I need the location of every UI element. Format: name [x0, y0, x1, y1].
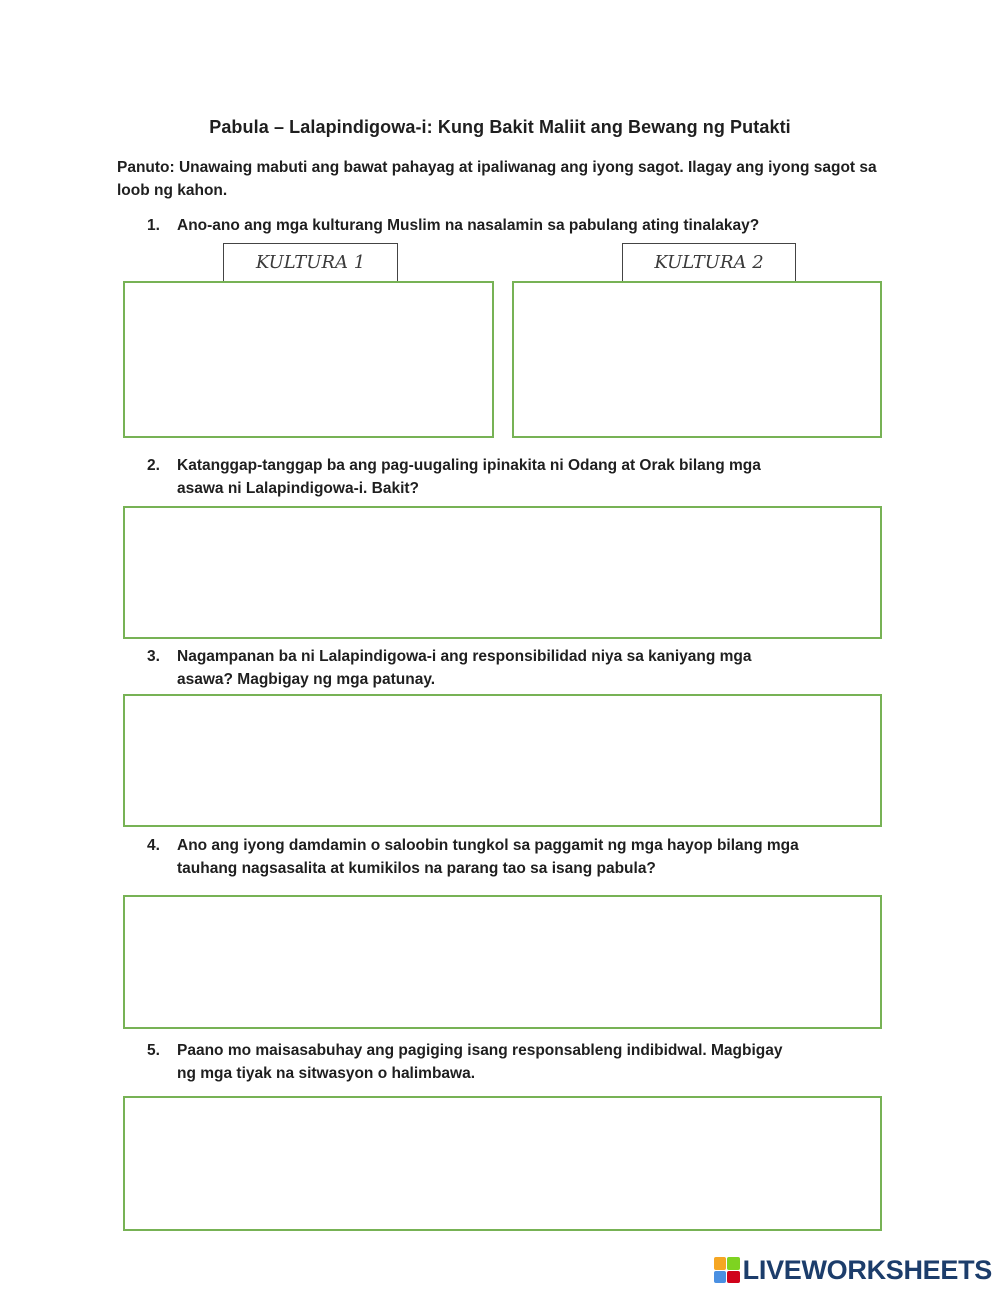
- question-4-line-2: tauhang nagsasalita at kumikilos na parang tao sa isang pabula?: [177, 860, 656, 877]
- logo-tile-v: [714, 1271, 727, 1284]
- kultura-1-label: KULTURA 1: [223, 243, 398, 282]
- question-5-line-2: ng mga tiyak na sitwasyon o halimbawa.: [177, 1065, 476, 1082]
- question-3-line-2: asawa? Magbigay ng mga patunay.: [177, 671, 436, 688]
- answer-box-kultura-2[interactable]: [512, 281, 882, 438]
- kultura-2-label: KULTURA 2: [622, 243, 796, 282]
- liveworksheets-logo-icon: [714, 1257, 740, 1283]
- question-3-number: 3.: [147, 648, 160, 665]
- question-3-line-1: Nagampanan ba ni Lalapindigowa-i ang responsibilidad niya sa kaniyang mga: [177, 648, 752, 665]
- question-2-line-1: Katanggap-tanggap ba ang pag-uugaling ipinakita ni Odang at Orak bilang mga: [177, 457, 761, 474]
- question-5-number: 5.: [147, 1042, 160, 1059]
- answer-input-question-3[interactable]: [125, 696, 880, 825]
- logo-tile-e: [727, 1271, 740, 1284]
- answer-input-question-4[interactable]: [125, 897, 880, 1027]
- question-1-text: Ano-ano ang mga kulturang Muslim na nasalamin sa pabulang ating tinalakay?: [177, 217, 760, 234]
- question-5-line-1: Paano mo maisasabuhay ang pagiging isang responsableng indibidwal. Magbigay: [177, 1042, 783, 1059]
- question-2-line-2: asawa ni Lalapindigowa-i. Bakit?: [177, 480, 420, 497]
- logo-tile-i: [727, 1257, 740, 1270]
- liveworksheets-logo-text: LIVEWORKSHEETS: [742, 1254, 992, 1285]
- instructions: Panuto: Unawaing mabuti ang bawat pahayag at ipaliwanag ang iyong sagot. Ilagay ang iyong sagot sa loob ng kahon.: [117, 159, 877, 199]
- answer-box-question-2[interactable]: [123, 506, 882, 639]
- answer-box-question-5[interactable]: [123, 1096, 882, 1231]
- answer-box-kultura-1[interactable]: [123, 281, 494, 438]
- question-4-number: 4.: [147, 837, 160, 854]
- logo-tile-l: [714, 1257, 727, 1270]
- answer-input-kultura-1[interactable]: [125, 283, 492, 436]
- question-4-text: [177, 834, 897, 880]
- answer-input-question-2[interactable]: [125, 508, 880, 637]
- answer-box-question-4[interactable]: [123, 895, 882, 1029]
- answer-box-question-3[interactable]: [123, 694, 882, 827]
- question-3-text: [177, 645, 887, 691]
- worksheet-title: Pabula – Lalapindigowa-i: Kung Bakit Maliit ang Bewang ng Putakti: [209, 117, 791, 137]
- answer-input-kultura-2[interactable]: [514, 283, 880, 436]
- question-4-line-1: Ano ang iyong damdamin o saloobin tungkol sa paggamit ng mga hayop bilang mga: [177, 837, 799, 854]
- answer-input-question-5[interactable]: [125, 1098, 880, 1229]
- question-2-number: 2.: [147, 457, 160, 474]
- question-2-text: [177, 454, 887, 500]
- liveworksheets-logo[interactable]: [714, 1252, 992, 1288]
- question-1-number: 1.: [147, 217, 160, 234]
- question-5-text: [177, 1039, 887, 1085]
